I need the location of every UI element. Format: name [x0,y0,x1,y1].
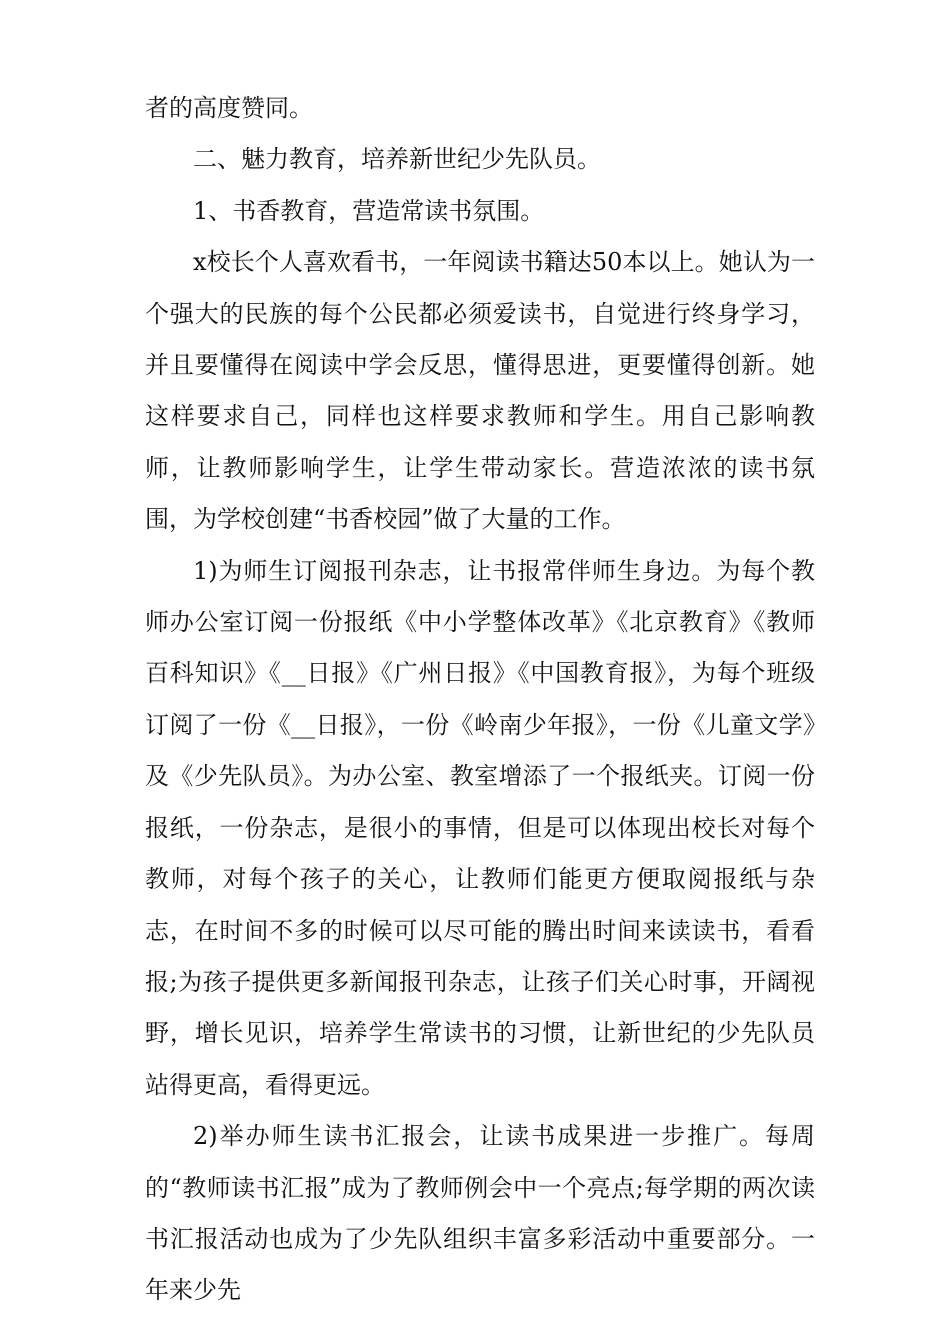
body-paragraph-reading-reports: 2)举办师生读书汇报会，让读书成果进一步推广。每周的“教师读书汇报”成为了教师例会中一个亮点;每学期的两次读书汇报活动也成为了少先队组织丰富多彩活动中重要部分。一年来少先 [145,1122,815,1305]
body-paragraph-principal-reading: x校长个人喜欢看书，一年阅读书籍达50本以上。她认为一个强大的民族的每个公民都必须爱读书，自觉进行终身学习，并且要懂得在阅读中学会反思，懂得思进，更要懂得创新。她这样要求自己，同样也这样要求教师和学生。用自己影响教师，让教师影响学生，让学生带动家长。营造浓浓的读书氛围，为学校创建“书香校园”做了大量的工作。 [145,248,815,534]
section-heading: 二、魅力教育，培养新世纪少先队员。 [193,145,601,174]
body-paragraph-subscriptions: 1)为师生订阅报刊杂志，让书报常伴师生身边。为每个教师办公室订阅一份报纸《中小学整体改革》《北京教育》《教师百科知识》《__日报》《广州日报》《中国教育报》，为每个班级订阅了一份《__日报》，一份《岭南少年报》，一份《儿童文学》及《少先队员》。为办公室、教室增添了一个报纸夹。订阅一份报纸，一份杂志，是很小的事情，但是可以体现出校长对每个教师，对每个孩子的关心，让教师们能更方便取阅报纸与杂志，在时间不多的时候可以尽可能的腾出时间来读读书，看看报;为孩子提供更多新闻报刊杂志，让孩子们关心时事，开阔视野，增长见识，培养学生常读书的习惯，让新世纪的少先队员站得更高，看得更远。 [145,556,815,1099]
paragraph-continuation: 者的高度赞同。 [145,94,313,122]
document-page [145,83,815,1317]
subsection-heading: 1、书香教育，营造常读书氛围。 [193,196,545,225]
